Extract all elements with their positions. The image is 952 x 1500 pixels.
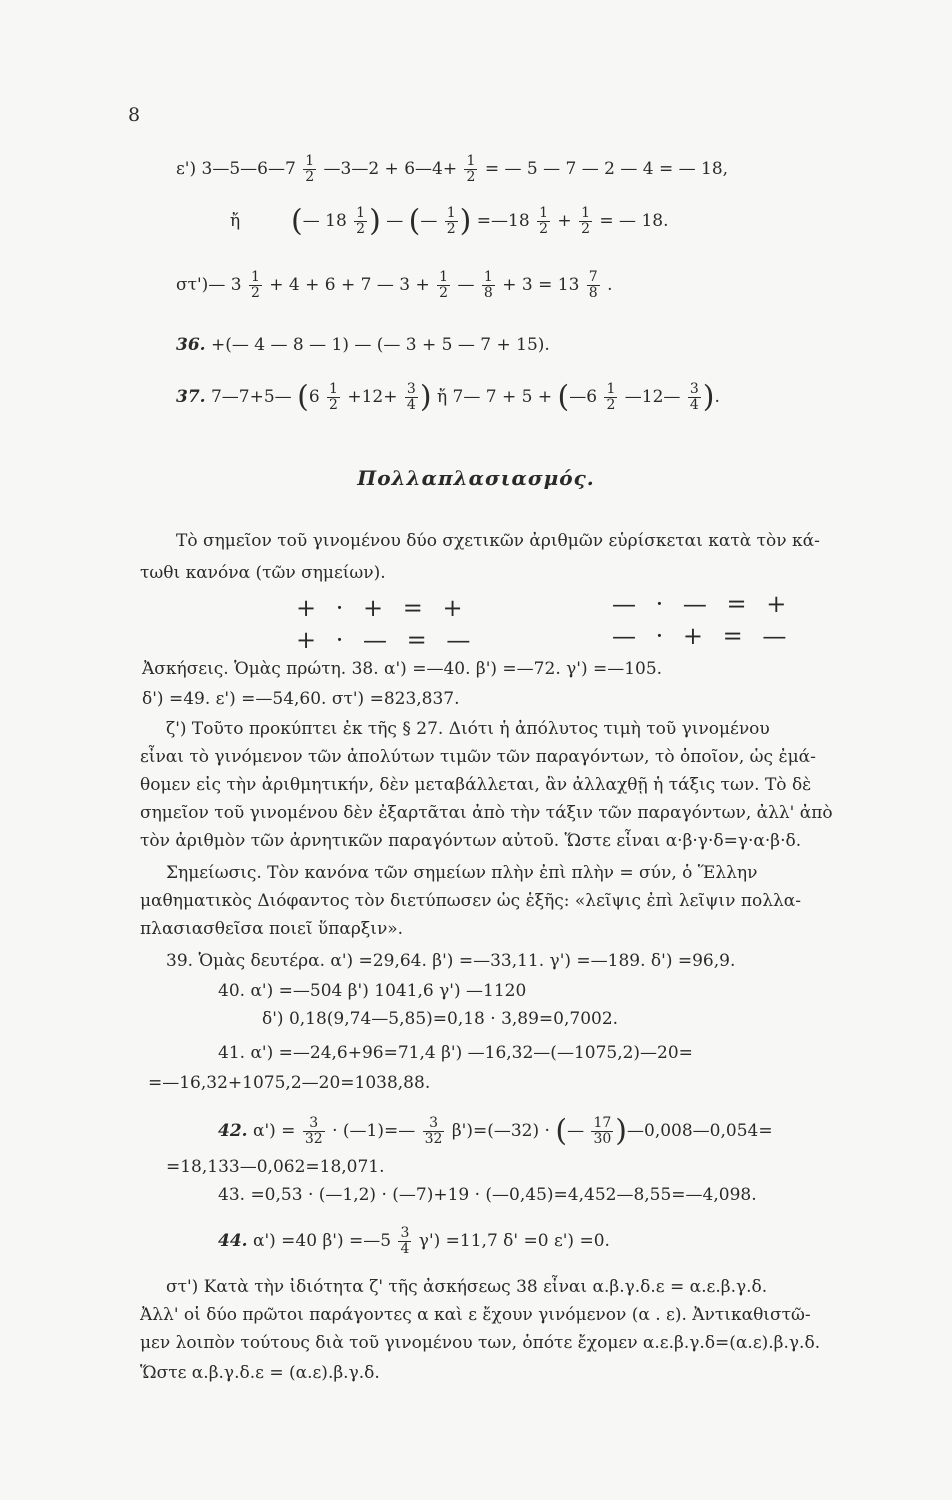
- intro-line: Τὸ σημεῖον τοῦ γινομένου δύο σχετικῶν ἀριθμῶν εὑρίσκεται κατὰ τὸν κά-: [176, 531, 820, 551]
- exercise-line: 40. α') =—504 β') 1041,6 γ') —1120: [218, 981, 527, 1001]
- final-line: Ἀλλ' οἱ δύο πρῶτοι παράγοντες α καὶ ε ἔχουν γινόμενον (α . ε). Ἀντικαθιστῶ-: [140, 1305, 811, 1325]
- exercise-line: τὸν ἀριθμὸν τῶν ἀρνητικῶν παραγόντων αὐτοῦ. Ὥστε εἶναι α·β·γ·δ=γ·α·β·δ.: [140, 831, 802, 851]
- fraction: $\frac{1}{2}$: [466, 153, 476, 185]
- text: +(— 4 — 8 — 1) — (— 3 + 5 — 7 + 15).: [210, 335, 550, 355]
- fraction: $\frac{1}{2}$: [581, 205, 590, 237]
- exercise-line: δ') 0,18(9,74—5,85)=0,18 · 3,89=0,7002.: [262, 1009, 619, 1029]
- exercise-line: δ') =49. ε') =—54,60. στ') =823,837.: [142, 689, 460, 709]
- fraction: $\frac{1}{2}$: [539, 205, 549, 237]
- fraction: $\frac{3}{4}$: [406, 381, 416, 413]
- intro-line: τωθι κανόνα (τῶν σημείων).: [140, 563, 386, 583]
- exercise-line: =18,133—0,062=18,071.: [166, 1157, 385, 1177]
- text: —: [567, 1121, 585, 1141]
- text: .: [714, 387, 720, 407]
- exercise-line-or: ἤ (— 18 $\frac{1}{2}$ ) — (— $\frac{1}{2}$ ) =—18 $\frac{1}{2}$ + $\frac{1}{2}$ = — 18.: [230, 203, 669, 239]
- exercise-43: 43. =0,53 · (—1,2) · (—7)+19 · (—0,45)=4,452—8,55=—4,098.: [218, 1185, 757, 1205]
- fraction: $\frac{1}{2}$: [250, 269, 260, 301]
- final-line: στ') Κατὰ τὴν ἰδιότητα ζ' τῆς ἀσκήσεως 38 εἶναι α.β.γ.δ.ε = α.ε.β.γ.δ.: [166, 1277, 768, 1297]
- text: — 18: [302, 211, 347, 231]
- page-number: 8: [128, 104, 141, 126]
- exercise-number: 42.: [218, 1121, 248, 1141]
- fraction: $\frac{1}{8}$: [483, 269, 493, 301]
- text: —: [457, 275, 475, 295]
- exercise-line: 41. α') =—24,6+96=71,4 β') —16,32—(—1075,2)—20=: [218, 1043, 693, 1063]
- fraction: $\frac{17}{30}$: [593, 1115, 612, 1147]
- fraction: $\frac{3}{4}$: [400, 1225, 410, 1257]
- exercise-number: 44.: [218, 1231, 248, 1251]
- sign-rule: — · — = +: [612, 590, 793, 618]
- final-line: μεν λοιπὸν τούτους διὰ τοῦ γινομένου των, ὁπότε ἔχομεν α.ε.β.γ.δ=(α.ε).β.γ.δ.: [140, 1333, 821, 1353]
- text: +: [557, 211, 572, 231]
- fraction: $\frac{1}{2}$: [305, 153, 315, 185]
- text: 7—7+5—: [210, 387, 292, 407]
- text: α') =: [252, 1121, 296, 1141]
- text: στ')— 3: [176, 275, 242, 295]
- text: α') =40 β') =—5: [252, 1231, 392, 1251]
- text: ἤ: [230, 211, 241, 231]
- final-line: Ὥστε α.β.γ.δ.ε = (α.ε).β.γ.δ.: [140, 1363, 380, 1383]
- fraction: $\frac{1}{2}$: [329, 381, 338, 413]
- fraction: $\frac{3}{32}$: [304, 1115, 323, 1147]
- text: —3—2 + 6—4+: [323, 159, 458, 179]
- text: + 4 + 6 + 7 — 3 +: [269, 275, 430, 295]
- text: —0,008—0,054=: [627, 1121, 773, 1141]
- text: —12—: [624, 387, 681, 407]
- text: ε') 3—5—6—7: [176, 159, 296, 179]
- text: β')=(—32) ·: [451, 1121, 550, 1141]
- exercise-number: 36.: [176, 335, 206, 355]
- exercise-number: 37.: [176, 387, 206, 407]
- text: .: [607, 275, 613, 295]
- exercise-36: [176, 334, 550, 356]
- sign-rule: — · + = —: [612, 622, 793, 650]
- text: + 3 = 13: [502, 275, 580, 295]
- fraction: $\frac{1}{2}$: [446, 205, 456, 237]
- sign-rule: + · — = —: [296, 626, 477, 654]
- text: · (—1)=—: [332, 1121, 416, 1141]
- exercise-line-e: [176, 154, 728, 185]
- text: = — 5 — 7 — 2 — 4 = — 18,: [484, 159, 729, 179]
- exercise-line: θομεν εἰς τὴν ἀριθμητικήν, δὲν μεταβάλλεται, ἂν ἀλλαχθῇ ἡ τάξις των. Τὸ δὲ: [140, 775, 812, 795]
- exercise-42: 42. α') = $\frac{3}{32}$ · (—1)=— $\frac{3}{32}$ β')=(—32) · (— $\frac{17}{30}$ )—0,008—0,054=: [218, 1113, 773, 1149]
- fraction: $\frac{3}{4}$: [689, 381, 699, 413]
- text: = — 18.: [599, 211, 669, 231]
- exercise-line: 39. Ὁμὰς δευτέρα. α') =29,64. β') =—33,11. γ') =—189. δ') =96,9.: [166, 951, 736, 971]
- exercise-line: ζ') Τοῦτο προκύπτει ἐκ τῆς § 27. Διότι ἡ ἀπόλυτος τιμὴ τοῦ γινομένου: [166, 719, 770, 739]
- text: γ') =11,7 δ' =0 ε') =0.: [418, 1231, 610, 1251]
- fraction: $\frac{3}{32}$: [424, 1115, 443, 1147]
- text: —: [420, 211, 438, 231]
- exercise-line: μαθηματικὸς Διόφαντος τὸν διετύπωσεν ὡς ἑξῆς: «λεῖψις ἐπὶ λεῖψιν πολλα-: [140, 891, 802, 911]
- exercise-44: [218, 1226, 610, 1257]
- exercise-line: =—16,32+1075,2—20=1038,88.: [148, 1073, 431, 1093]
- exercise-line: σημεῖον τοῦ γινομένου δὲν ἐξαρτᾶται ἀπὸ τὴν τάξιν τῶν παραγόντων, ἀλλ' ἀπὸ: [140, 803, 833, 823]
- fraction: $\frac{1}{2}$: [439, 269, 449, 301]
- fraction: $\frac{7}{8}$: [588, 269, 598, 301]
- text: 6: [308, 387, 320, 407]
- text: =—18: [476, 211, 530, 231]
- section-title: Πολλαπλασιασμός.: [357, 466, 595, 490]
- text: ἤ 7— 7 + 5 +: [436, 387, 553, 407]
- text: —6: [569, 387, 598, 407]
- fraction: $\frac{1}{2}$: [606, 381, 616, 413]
- exercise-line-st: [176, 270, 613, 301]
- exercise-line: Σημείωσις. Τὸν κανόνα τῶν σημείων πλὴν ἐπὶ πλὴν = σύν, ὁ Ἕλλην: [166, 863, 758, 883]
- fraction: $\frac{1}{2}$: [356, 205, 366, 237]
- exercise-line: εἶναι τὸ γινόμενον τῶν ἀπολύτων τιμῶν τῶν παραγόντων, τὸ ὁποῖον, ὡς ἐμά-: [140, 747, 816, 767]
- text: —: [386, 211, 404, 231]
- sign-rule: + · + = +: [296, 594, 469, 622]
- exercise-line: πλασιασθεῖσα ποιεῖ ὕπαρξιν».: [140, 919, 404, 939]
- text: +12+: [347, 387, 398, 407]
- exercise-line: Ἀσκήσεις. Ὁμὰς πρώτη. 38. α') =—40. β') =—72. γ') =—105.: [142, 659, 663, 679]
- exercise-37: 37. 7—7+5— (6 $\frac{1}{2}$ +12+ $\frac{3}{4}$ ) ἤ 7— 7 + 5 + (—6 $\frac{1}{2}$ —12— $\frac{3}{4}$ ).: [176, 379, 720, 415]
